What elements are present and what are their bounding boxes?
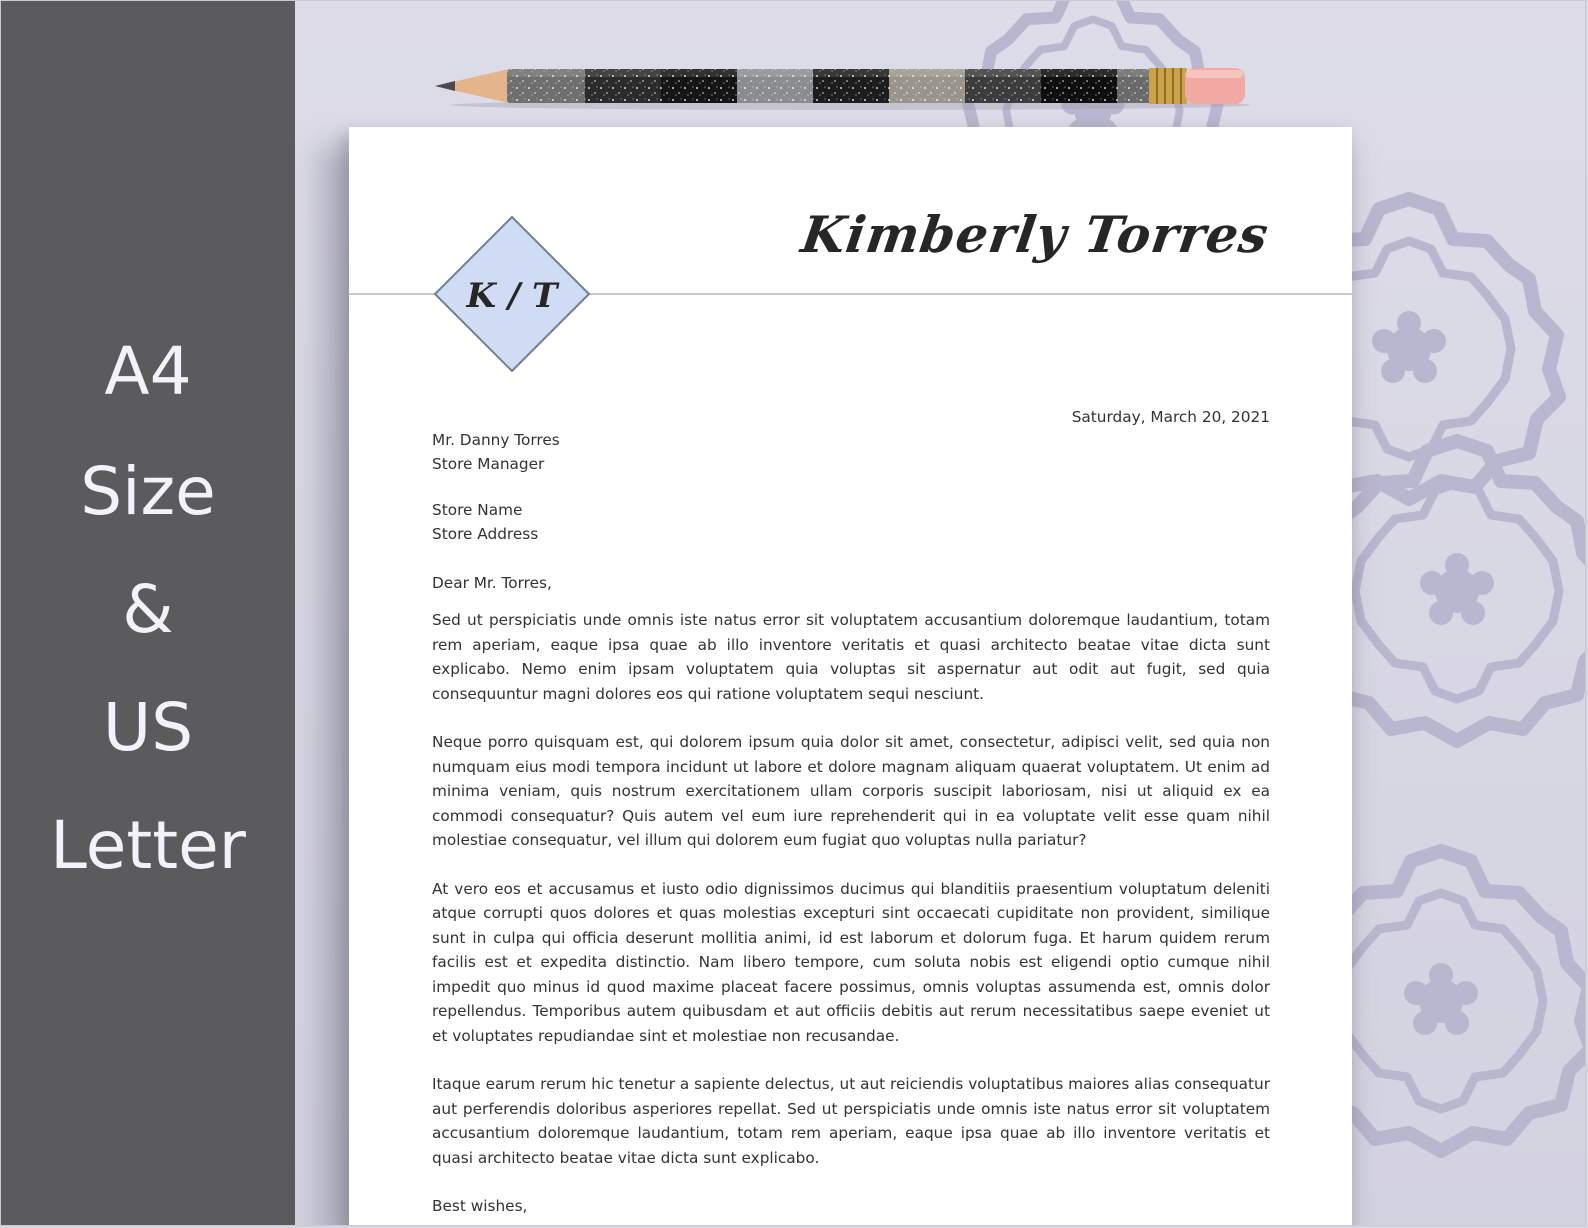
- body-paragraph-3: At vero eos et accusamus et iusto odio dignissimos ducimus qui blanditiis praesentium voluptatum deleniti atque corrupti quos dolores et quas molestias excepturi sint occaecati cupiditate non provident, similique sunt in culpa qui officia deserunt mollitia animi, id est laborum et dolorum fuga. Et harum quidem rerum facilis est et expedita distinctio. Nam libero tempore, cum soluta nobis est eligendi optio cumque nihil impedit quo minus id quod maxime placeat facere possimus, omnis voluptas assumenda est, omnis dolor repellendus. Temporibus autem quibusdam et aut officiis debitis aut rerum necessitatibus saepe eveniet ut et voluptates repudiandae sint et molestiae non recusandae.: [432, 879, 1270, 1045]
- letter-date: Saturday, March 20, 2021: [1071, 408, 1270, 426]
- closing: Best wishes,: [432, 1197, 528, 1215]
- recipient-name: Mr. Danny Torres: [432, 430, 560, 449]
- size-label-letter: Letter: [50, 807, 246, 884]
- size-label-size: Size: [80, 453, 216, 530]
- monogram-initials: K / T: [466, 276, 558, 316]
- letter-page: [349, 127, 1352, 1226]
- size-label-ampersand: &: [122, 571, 174, 648]
- size-label-a4: A4: [104, 333, 192, 410]
- recipient-title: Store Manager: [432, 455, 545, 473]
- body-paragraph-2: Neque porro quisquam est, qui dolorem ipsum quia dolor sit amet, consectetur, adipisci velit, sed quia non numquam eius modi tempora incidunt ut labore et dolore magnam aliquam quaerat voluptatem. Ut enim ad minima veniam, quis nostrum exercitationem ullam corporis suscipit laboriosam, nisi ut aliquid ex ea commodi consequatur? Quis autem vel eum iure reprehenderit qui in ea voluptate velit esse quam nihil molestiae consequatur, vel illum qui dolorem eum fugiat quo voluptas nulla pariatur?: [432, 733, 1270, 849]
- letterhead-name: Kimberly Torres: [797, 205, 1273, 264]
- size-label-us: US: [102, 689, 194, 766]
- body-paragraph-4: Itaque earum rerum hic tenetur a sapiente delectus, ut aut reiciendis voluptatibus maiores alias consequatur aut perferendis doloribus asperiores repellat. Sed ut perspiciatis unde omnis iste natus error sit voluptatem accusantium doloremque laudantium, totam rem aperiam, eaque ipsa quae ab illo inventore veritatis et quasi architecto beatae vitae dicta sunt explicabo.: [432, 1075, 1270, 1167]
- monogram-badge: [433, 215, 591, 373]
- body-paragraph-1: Sed ut perspiciatis unde omnis iste natus error sit voluptatem accusantium doloremque laudantium, totam rem aperiam, eaque ipsa quae ab illo inventore veritatis et quasi architecto beatae vitae dicta sunt explicabo. Nemo enim ipsam voluptatem quia voluptas sit aspernatur aut odit aut fugit, sed quia consequuntur magni dolores eos qui ratione voluptatem sequi nesciunt.: [432, 611, 1270, 703]
- letter-body: [432, 405, 1270, 1219]
- store-address: Store Address: [432, 525, 539, 543]
- salutation: Dear Mr. Torres,: [432, 573, 552, 592]
- store-name: Store Name: [432, 500, 523, 519]
- pencil-image: [431, 61, 1271, 111]
